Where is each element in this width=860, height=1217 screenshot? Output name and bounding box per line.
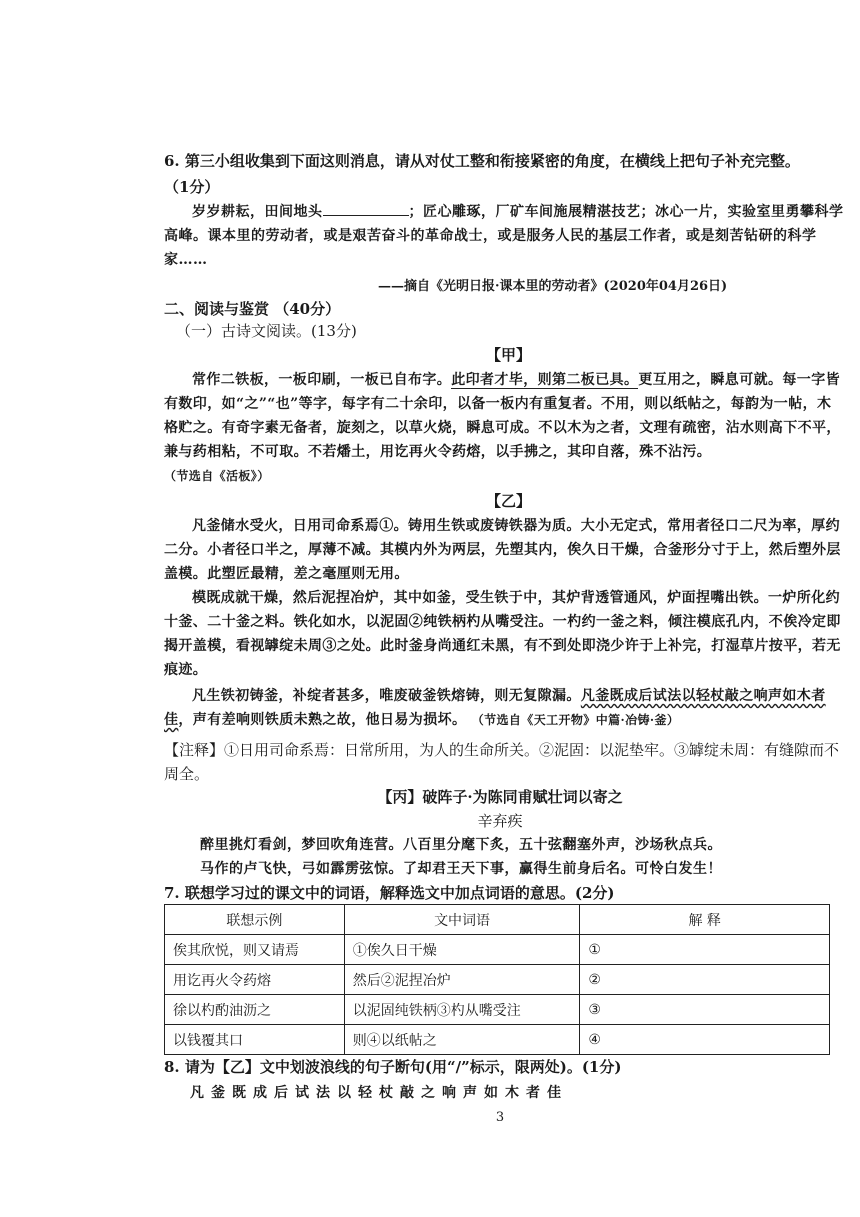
annotations: 【注释】①日用司命系焉：日常所用，为人的生命所关。②泥固：以泥垫牢。③罅绽未周：有缝隙而不周全。 xyxy=(164,741,840,783)
jia-text-b: 更互用之，瞬息可就。每一字皆有数印，如“之”“也”等字，每字有二十余印，以备一板内有重复者。不用，则以纸帖之，每韵为一帖，木格贮之。有奇字素无备者，旋刻之，以草火烧，瞬息可成。不以木为之者，文理有疏密，沾水则高下不平，兼与药相粘，不可取。不若燔土，用讫再火令药熔，以手拂之，其印自落，殊不沾污。 xyxy=(164,372,841,460)
sentence-to-punctuate[interactable]: 凡釜既成后试法以轻杖敲之响声如木者佳 xyxy=(190,1085,568,1101)
table-row xyxy=(165,935,830,965)
table-row xyxy=(165,1025,830,1055)
answer-cell[interactable]: ③ xyxy=(580,995,830,1025)
vocab-table xyxy=(164,904,830,1055)
example-cell: 徐以杓酌油沥之 xyxy=(165,995,345,1025)
poem-line-1: 醉里挑灯看剑，梦回吹角连营。八百里分麾下炙，五十弦翻塞外声，沙场秋点兵。 xyxy=(200,837,722,853)
word-cell: 以泥固纯铁柄③杓从嘴受注 xyxy=(344,995,580,1025)
fill-in-blank[interactable] xyxy=(323,201,409,216)
passage-yi-p3 xyxy=(164,684,844,732)
yi-source: （节选自《天工开物》中篇·冶铸·釜） xyxy=(471,713,680,727)
yi-p3-text-b: ，声有差响则铁质未熟之故，他日易为损坏。 xyxy=(178,712,467,728)
poem-title: 【丙】破阵子·为陈同甫赋壮词以寄之 xyxy=(377,788,623,806)
example-cell: 俟其欣悦，则又请焉 xyxy=(165,935,345,965)
table-header-row xyxy=(165,905,830,935)
jia-underlined-sentence: 此印者才毕，则第二板已具。 xyxy=(451,372,639,388)
table-header: 文中词语 xyxy=(344,905,580,935)
jia-text-a: 常作二铁板，一板印刷，一板已自布字。 xyxy=(192,372,452,388)
question-8-prompt: 8. 请为【乙】文中划波浪线的句子断句(用“/”标示，限两处)。(1分) xyxy=(164,1058,622,1076)
yi-p3-text-a: 凡生铁初铸釜，补绽者甚多，唯废破釜铁熔铸，则无复隙漏。 xyxy=(192,688,581,704)
table-row xyxy=(165,965,830,995)
passage-yi-p2: 模既成就干燥，然后泥捏冶炉，其中如釜，受生铁于中，其炉背透管通风，炉面捏嘴出铁。一炉所化约十釜、二十釜之料。铁化如水，以泥固②纯铁柄杓从嘴受注。一杓约一釜之料，倾注模底孔内，不俟冷定即揭开盖模，看视罅绽未周③之处。此时釜身尚通红未黑，有不到处即浇少许于上补完，打湿草片按平，若无痕迹。 xyxy=(164,590,841,678)
passage-jia xyxy=(164,368,844,488)
question-7-prompt: 7. 联想学习过的课文中的词语，解释选文中加点词语的意思。(2分) xyxy=(164,884,615,902)
news-part-1: 岁岁耕耘，田间地头 xyxy=(192,204,323,220)
answer-cell[interactable]: ① xyxy=(580,935,830,965)
word-cell: ①俟久日干燥 xyxy=(344,935,580,965)
answer-cell[interactable]: ② xyxy=(580,965,830,995)
table-row xyxy=(165,995,830,1025)
jia-source: （节选自《活板》） xyxy=(164,469,270,483)
poem-line-2: 马作的卢飞快，弓如霹雳弦惊。了却君王天下事，赢得生前身后名。可怜白发生！ xyxy=(200,861,722,877)
example-cell: 以钱覆其口 xyxy=(165,1025,345,1055)
word-cell: 则④以纸帖之 xyxy=(344,1025,580,1055)
table-header: 联想示例 xyxy=(165,905,345,935)
question-6-prompt: 6. 第三小组收集到下面这则消息，请从对仗工整和衔接紧密的角度，在横线上把句子补充完整。 xyxy=(164,152,800,170)
word-cell: 然后②泥捏冶炉 xyxy=(344,965,580,995)
news-source: ——摘自《光明日报·课本里的劳动者》(2020年04月26日) xyxy=(378,279,728,294)
table-header: 解 释 xyxy=(580,905,830,935)
subsection-1-title: （一）古诗文阅读。(13分) xyxy=(176,322,357,340)
section-2-title: 二、阅读与鉴赏 （40分） xyxy=(164,300,341,318)
passage-yi-p1: 凡釜储水受火，日用司命系焉①。铸用生铁或废铸铁器为质。大小无定式，常用者径口二尺为率，厚约二分。小者径口半之，厚薄不减。其模内外为两层，先塑其内，俟久日干燥，合釜形分寸于上，然后塑外层盖模。此塑匠最精，差之毫厘则无用。 xyxy=(164,518,841,582)
news-passage xyxy=(164,200,844,272)
yi-wavy-sentence: 凡釜既成后试法以轻杖敲之响声如木者佳 xyxy=(164,688,826,728)
example-cell: 用讫再火令药熔 xyxy=(165,965,345,995)
passage-yi-heading: 【乙】 xyxy=(486,492,532,510)
page-number: 3 xyxy=(495,1110,505,1125)
poem-author: 辛弃疾 xyxy=(477,812,523,830)
passage-jia-heading: 【甲】 xyxy=(486,346,532,364)
answer-cell[interactable]: ④ xyxy=(580,1025,830,1055)
question-6-score: （1分） xyxy=(164,178,220,196)
news-part-2: ；匠心雕琢，厂矿车间施展精湛技艺；冰心一片，实验室里勇攀科学高峰。课本里的劳动者，或是艰苦奋斗的革命战士，或是服务人民的基层工作者，或是刻苦钻研的科学家…… xyxy=(164,204,844,268)
